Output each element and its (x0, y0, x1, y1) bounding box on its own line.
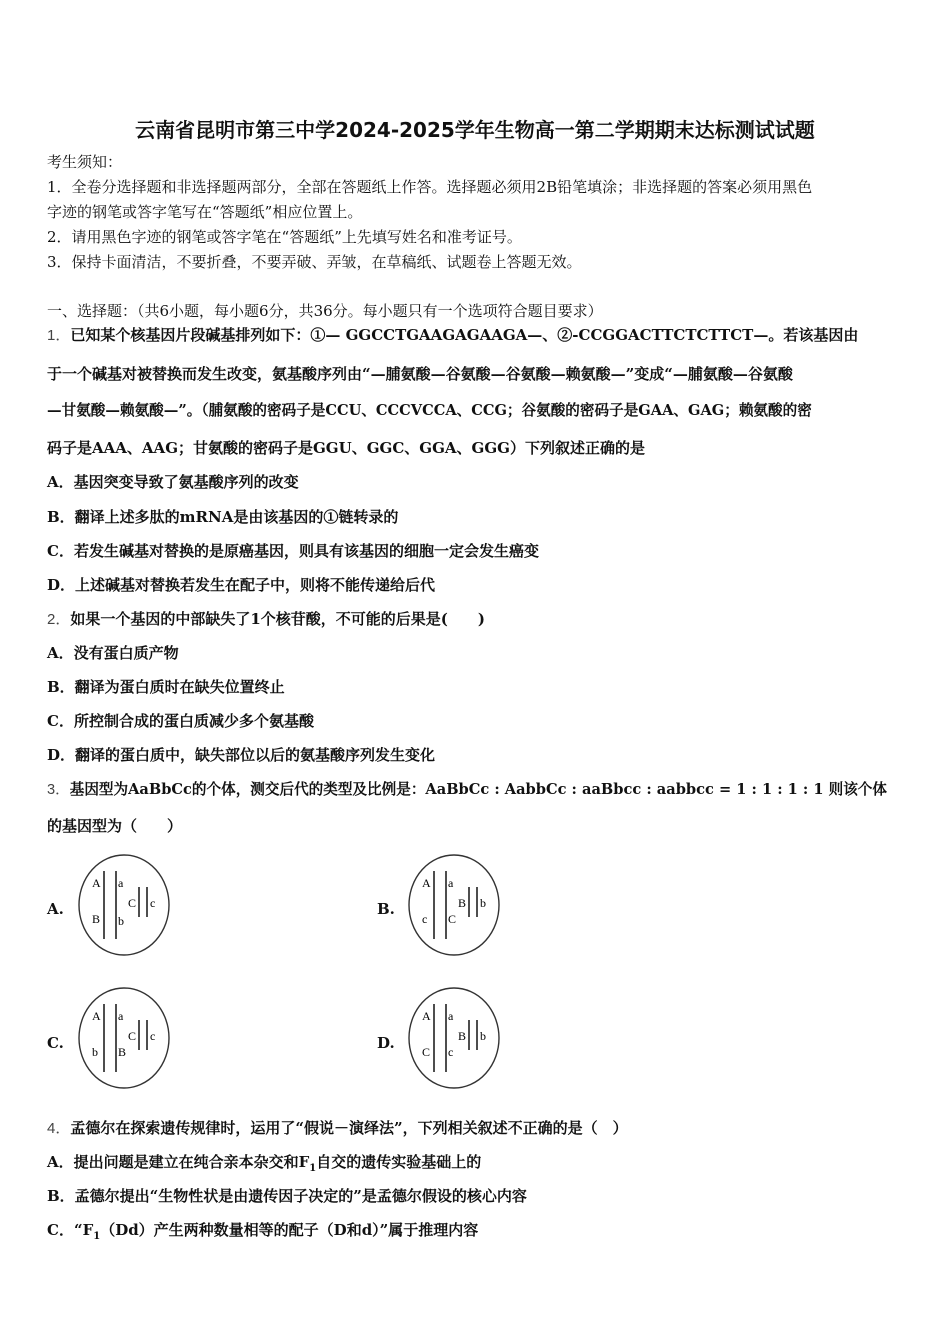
q3-stem-line1 (47, 780, 887, 800)
gene-label: b (92, 1045, 98, 1059)
gene-label: b (118, 914, 124, 928)
gene-label: C (128, 1029, 137, 1043)
q4-number: 4． (47, 1120, 71, 1137)
q1-option-b: B．翻译上述多肽的mRNA是由该基因的①链转录的 (47, 508, 399, 526)
gene-label: b (480, 1029, 486, 1043)
q3-diagram-c (74, 986, 174, 1090)
q4-stem (47, 1118, 628, 1139)
q1-option-a: A．基因突变导致了氨基酸序列的改变 (47, 473, 299, 491)
q3-number: 3． (47, 782, 70, 798)
q4-option-a-pre: A．提出问题是建立在纯合亲本杂交和F (47, 1153, 310, 1171)
q3-stem-line2: 的基因型为（ ） (47, 817, 183, 835)
notice-item-1: 1．全卷分选择题和非选择题两部分，全部在答题纸上作答。选择题必须用2B铅笔填涂；非选择题的答案必须用黑色 (47, 178, 813, 196)
q3-diagram-d (404, 986, 504, 1090)
q1-stem-line1 (47, 325, 858, 346)
q1-stem-line2: 于一个碱基对被替换而发生改变，氨基酸序列由“—脯氨酸—谷氨酸—谷氨酸—赖氨酸—”变成“—脯氨酸—谷氨酸 (47, 365, 793, 383)
q1-option-c: C．若发生碱基对替换的是原癌基因，则具有该基因的细胞一定会发生癌变 (47, 542, 539, 560)
q4-stem-text: 孟德尔在探索遗传规律时，运用了“假说－演绎法”，下列相关叙述不正确的是（ ） (70, 1119, 628, 1137)
q1-number: 1． (47, 327, 71, 344)
q2-stem-text: 如果一个基因的中部缺失了1个核苷酸，不可能的后果是( ) (70, 610, 485, 628)
gene-label: B (118, 1045, 127, 1059)
gene-label: C (128, 896, 137, 910)
gene-label: B (458, 896, 467, 910)
q4-option-a-sub: 1 (309, 1163, 317, 1174)
gene-label: a (118, 876, 124, 890)
gene-label: A (422, 876, 431, 890)
q2-stem (47, 609, 485, 630)
q2-option-c: C．所控制合成的蛋白质减少多个氨基酸 (47, 712, 314, 730)
q3-option-d-label: D. (377, 1034, 395, 1052)
notice-header: 考生须知： (47, 153, 123, 171)
q1-stem-line4: 码子是AAA、AAG；甘氨酸的密码子是GGU、GGC、GGA、GGG）下列叙述正确的是 (47, 439, 645, 457)
q4-option-a (47, 1152, 481, 1179)
q1-stem-line3: —甘氨酸—赖氨酸—”。（脯氨酸的密码子是CCU、CCCVCCA、CCG；谷氨酸的密码子是GAA、GAG；赖氨酸的密 (47, 402, 812, 419)
q2-number: 2． (47, 611, 71, 628)
gene-label: c (150, 896, 156, 910)
gene-label: a (448, 1009, 454, 1023)
q2-option-d: D．翻译的蛋白质中，缺失部位以后的氨基酸序列发生变化 (47, 746, 436, 764)
q4-option-c (47, 1220, 478, 1247)
gene-label: C (422, 1045, 431, 1059)
gene-label: a (448, 876, 454, 890)
gene-label: c (422, 912, 428, 926)
gene-label: B (92, 912, 101, 926)
q4-option-b: B．孟德尔提出“生物性状是由遗传因子决定的”是孟德尔假设的核心内容 (47, 1187, 527, 1205)
gene-label: C (448, 912, 457, 926)
q2-option-a: A．没有蛋白质产物 (47, 644, 179, 662)
q4-option-c-post: （Dd）产生两种数量相等的配子（D和d）”属于推理内容 (100, 1221, 479, 1239)
cell-outline (79, 988, 169, 1088)
notice-item-2: 2．请用黑色字迹的钢笔或答字笔在“答题纸”上先填写姓名和准考证号。 (47, 228, 522, 246)
q1-line1-text: 已知某个核基因片段碱基排列如下：①— GGCCTGAAGAGAAGA—、②-CCGGACTTCTCTTCT—。若该基因由 (70, 326, 859, 344)
q3-diagram-a (74, 853, 174, 957)
page-title: 云南省昆明市第三中学2024-2025学年生物高一第二学期期末达标测试试题 (135, 118, 815, 142)
gene-label: c (150, 1029, 156, 1043)
gene-label: A (92, 1009, 101, 1023)
q3-option-c-label: C. (47, 1034, 64, 1052)
q4-option-c-pre: C．“F (47, 1221, 94, 1239)
q2-option-b: B．翻译为蛋白质时在缺失位置终止 (47, 678, 285, 696)
q3-diagram-b (404, 853, 504, 957)
gene-label: A (422, 1009, 431, 1023)
q4-option-a-post: 自交的遗传实验基础上的 (316, 1153, 482, 1171)
section-heading: 一、选择题：（共6小题，每小题6分，共36分。每小题只有一个选项符合题目要求） (47, 302, 603, 320)
q3-option-a-label: A. (47, 900, 64, 918)
q3-option-b-label: B. (377, 900, 395, 918)
gene-label: B (458, 1029, 467, 1043)
gene-label: c (448, 1045, 454, 1059)
notice-item-3: 3．保持卡面清洁，不要折叠，不要弄破、弄皱，在草稿纸、试题卷上答题无效。 (47, 253, 582, 271)
gene-label: b (480, 896, 486, 910)
q4-option-c-sub: 1 (93, 1231, 101, 1242)
notice-item-1-cont: 字迹的钢笔或答字笔写在“答题纸”相应位置上。 (47, 203, 363, 221)
q1-option-d: D．上述碱基对替换若发生在配子中，则将不能传递给后代 (47, 576, 436, 594)
gene-label: A (92, 876, 101, 890)
q3-line1-text: 基因型为AaBbCc的个体，测交后代的类型及比例是：AaBbCc : AabbCc : aaBbcc : aabbcc = 1 : 1 : 1 : 1 则该个体 (69, 781, 887, 798)
cell-outline (79, 855, 169, 955)
gene-label: a (118, 1009, 124, 1023)
